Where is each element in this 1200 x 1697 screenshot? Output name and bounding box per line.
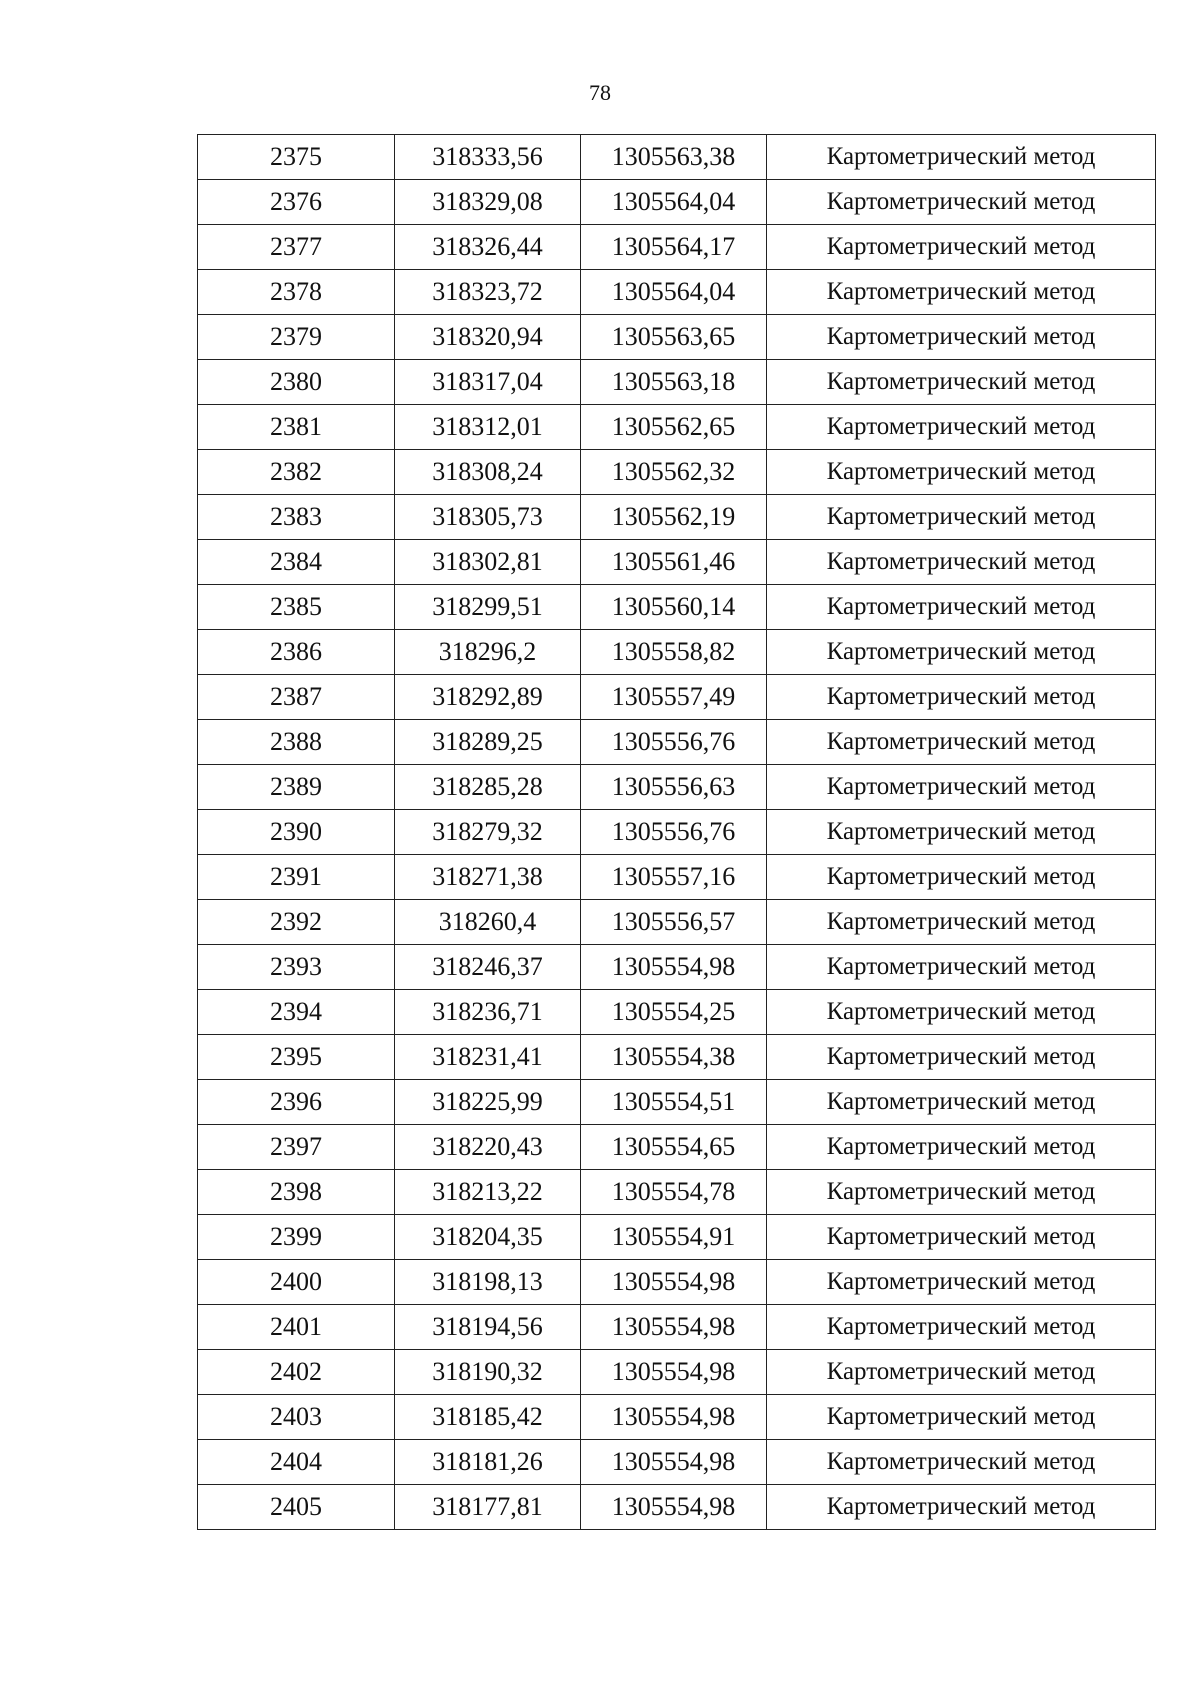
x-coordinate-cell: 318220,43 bbox=[395, 1125, 581, 1170]
x-coordinate-cell: 318185,42 bbox=[395, 1395, 581, 1440]
method-cell: Картометрический метод bbox=[767, 900, 1156, 945]
point-number-cell: 2403 bbox=[198, 1395, 395, 1440]
y-coordinate-cell: 1305560,14 bbox=[581, 585, 767, 630]
method-cell: Картометрический метод bbox=[767, 630, 1156, 675]
y-coordinate-cell: 1305556,76 bbox=[581, 720, 767, 765]
method-cell: Картометрический метод bbox=[767, 1305, 1156, 1350]
x-coordinate-cell: 318246,37 bbox=[395, 945, 581, 990]
y-coordinate-cell: 1305564,04 bbox=[581, 270, 767, 315]
point-number-cell: 2375 bbox=[198, 135, 395, 180]
x-coordinate-cell: 318329,08 bbox=[395, 180, 581, 225]
table-row bbox=[198, 135, 1156, 180]
table-body bbox=[198, 135, 1156, 1530]
x-coordinate-cell: 318198,13 bbox=[395, 1260, 581, 1305]
x-coordinate-cell: 318204,35 bbox=[395, 1215, 581, 1260]
y-coordinate-cell: 1305554,38 bbox=[581, 1035, 767, 1080]
y-coordinate-cell: 1305554,78 bbox=[581, 1170, 767, 1215]
point-number-cell: 2402 bbox=[198, 1350, 395, 1395]
table-row bbox=[198, 180, 1156, 225]
y-coordinate-cell: 1305554,51 bbox=[581, 1080, 767, 1125]
point-number-cell: 2398 bbox=[198, 1170, 395, 1215]
table-row bbox=[198, 630, 1156, 675]
x-coordinate-cell: 318317,04 bbox=[395, 360, 581, 405]
y-coordinate-cell: 1305562,19 bbox=[581, 495, 767, 540]
table-row bbox=[198, 495, 1156, 540]
table-row bbox=[198, 810, 1156, 855]
method-cell: Картометрический метод bbox=[767, 765, 1156, 810]
table-row bbox=[198, 360, 1156, 405]
y-coordinate-cell: 1305563,18 bbox=[581, 360, 767, 405]
y-coordinate-cell: 1305554,65 bbox=[581, 1125, 767, 1170]
point-number-cell: 2387 bbox=[198, 675, 395, 720]
table-row bbox=[198, 450, 1156, 495]
x-coordinate-cell: 318231,41 bbox=[395, 1035, 581, 1080]
method-cell: Картометрический метод bbox=[767, 1350, 1156, 1395]
point-number-cell: 2383 bbox=[198, 495, 395, 540]
y-coordinate-cell: 1305558,82 bbox=[581, 630, 767, 675]
table-row bbox=[198, 1035, 1156, 1080]
y-coordinate-cell: 1305554,98 bbox=[581, 1305, 767, 1350]
point-number-cell: 2379 bbox=[198, 315, 395, 360]
point-number-cell: 2382 bbox=[198, 450, 395, 495]
table-row bbox=[198, 1260, 1156, 1305]
table-row bbox=[198, 270, 1156, 315]
y-coordinate-cell: 1305554,98 bbox=[581, 1260, 767, 1305]
point-number-cell: 2394 bbox=[198, 990, 395, 1035]
table-row bbox=[198, 1350, 1156, 1395]
table-row bbox=[198, 585, 1156, 630]
y-coordinate-cell: 1305563,38 bbox=[581, 135, 767, 180]
y-coordinate-cell: 1305557,16 bbox=[581, 855, 767, 900]
table-row bbox=[198, 540, 1156, 585]
method-cell: Картометрический метод bbox=[767, 810, 1156, 855]
y-coordinate-cell: 1305554,25 bbox=[581, 990, 767, 1035]
x-coordinate-cell: 318302,81 bbox=[395, 540, 581, 585]
method-cell: Картометрический метод bbox=[767, 450, 1156, 495]
x-coordinate-cell: 318177,81 bbox=[395, 1485, 581, 1530]
method-cell: Картометрический метод bbox=[767, 945, 1156, 990]
y-coordinate-cell: 1305556,76 bbox=[581, 810, 767, 855]
y-coordinate-cell: 1305562,32 bbox=[581, 450, 767, 495]
table-row bbox=[198, 1125, 1156, 1170]
y-coordinate-cell: 1305554,98 bbox=[581, 1395, 767, 1440]
point-number-cell: 2396 bbox=[198, 1080, 395, 1125]
point-number-cell: 2377 bbox=[198, 225, 395, 270]
x-coordinate-cell: 318213,22 bbox=[395, 1170, 581, 1215]
point-number-cell: 2381 bbox=[198, 405, 395, 450]
x-coordinate-cell: 318333,56 bbox=[395, 135, 581, 180]
x-coordinate-cell: 318296,2 bbox=[395, 630, 581, 675]
y-coordinate-cell: 1305554,98 bbox=[581, 1350, 767, 1395]
y-coordinate-cell: 1305554,98 bbox=[581, 1440, 767, 1485]
method-cell: Картометрический метод bbox=[767, 1125, 1156, 1170]
method-cell: Картометрический метод bbox=[767, 1440, 1156, 1485]
y-coordinate-cell: 1305563,65 bbox=[581, 315, 767, 360]
method-cell: Картометрический метод bbox=[767, 1215, 1156, 1260]
table-row bbox=[198, 1170, 1156, 1215]
table-row bbox=[198, 225, 1156, 270]
point-number-cell: 2404 bbox=[198, 1440, 395, 1485]
y-coordinate-cell: 1305562,65 bbox=[581, 405, 767, 450]
method-cell: Картометрический метод bbox=[767, 1485, 1156, 1530]
table-row bbox=[198, 855, 1156, 900]
method-cell: Картометрический метод bbox=[767, 225, 1156, 270]
table-row bbox=[198, 990, 1156, 1035]
point-number-cell: 2388 bbox=[198, 720, 395, 765]
table-row bbox=[198, 405, 1156, 450]
table-row bbox=[198, 1395, 1156, 1440]
x-coordinate-cell: 318279,32 bbox=[395, 810, 581, 855]
point-number-cell: 2401 bbox=[198, 1305, 395, 1350]
y-coordinate-cell: 1305554,98 bbox=[581, 1485, 767, 1530]
x-coordinate-cell: 318190,32 bbox=[395, 1350, 581, 1395]
method-cell: Картометрический метод bbox=[767, 1035, 1156, 1080]
point-number-cell: 2378 bbox=[198, 270, 395, 315]
method-cell: Картометрический метод bbox=[767, 990, 1156, 1035]
point-number-cell: 2384 bbox=[198, 540, 395, 585]
x-coordinate-cell: 318292,89 bbox=[395, 675, 581, 720]
y-coordinate-cell: 1305564,17 bbox=[581, 225, 767, 270]
method-cell: Картометрический метод bbox=[767, 495, 1156, 540]
x-coordinate-cell: 318323,72 bbox=[395, 270, 581, 315]
method-cell: Картометрический метод bbox=[767, 270, 1156, 315]
method-cell: Картометрический метод bbox=[767, 315, 1156, 360]
x-coordinate-cell: 318260,4 bbox=[395, 900, 581, 945]
method-cell: Картометрический метод bbox=[767, 540, 1156, 585]
method-cell: Картометрический метод bbox=[767, 1080, 1156, 1125]
point-number-cell: 2397 bbox=[198, 1125, 395, 1170]
y-coordinate-cell: 1305564,04 bbox=[581, 180, 767, 225]
point-number-cell: 2385 bbox=[198, 585, 395, 630]
method-cell: Картометрический метод bbox=[767, 855, 1156, 900]
y-coordinate-cell: 1305554,98 bbox=[581, 945, 767, 990]
method-cell: Картометрический метод bbox=[767, 135, 1156, 180]
table-row bbox=[198, 675, 1156, 720]
method-cell: Картометрический метод bbox=[767, 675, 1156, 720]
table-row bbox=[198, 900, 1156, 945]
point-number-cell: 2400 bbox=[198, 1260, 395, 1305]
x-coordinate-cell: 318299,51 bbox=[395, 585, 581, 630]
table-row bbox=[198, 1215, 1156, 1260]
x-coordinate-cell: 318305,73 bbox=[395, 495, 581, 540]
method-cell: Картометрический метод bbox=[767, 1170, 1156, 1215]
method-cell: Картометрический метод bbox=[767, 180, 1156, 225]
point-number-cell: 2390 bbox=[198, 810, 395, 855]
point-number-cell: 2376 bbox=[198, 180, 395, 225]
point-number-cell: 2399 bbox=[198, 1215, 395, 1260]
table-row bbox=[198, 1485, 1156, 1530]
page-number: 78 bbox=[589, 80, 611, 105]
table-row bbox=[198, 720, 1156, 765]
x-coordinate-cell: 318289,25 bbox=[395, 720, 581, 765]
point-number-cell: 2405 bbox=[198, 1485, 395, 1530]
table-row bbox=[198, 945, 1156, 990]
point-number-cell: 2392 bbox=[198, 900, 395, 945]
x-coordinate-cell: 318225,99 bbox=[395, 1080, 581, 1125]
x-coordinate-cell: 318285,28 bbox=[395, 765, 581, 810]
point-number-cell: 2380 bbox=[198, 360, 395, 405]
x-coordinate-cell: 318181,26 bbox=[395, 1440, 581, 1485]
x-coordinate-cell: 318326,44 bbox=[395, 225, 581, 270]
point-number-cell: 2389 bbox=[198, 765, 395, 810]
point-number-cell: 2393 bbox=[198, 945, 395, 990]
y-coordinate-cell: 1305557,49 bbox=[581, 675, 767, 720]
point-number-cell: 2391 bbox=[198, 855, 395, 900]
table-row bbox=[198, 1305, 1156, 1350]
method-cell: Картометрический метод bbox=[767, 405, 1156, 450]
method-cell: Картометрический метод bbox=[767, 1395, 1156, 1440]
x-coordinate-cell: 318320,94 bbox=[395, 315, 581, 360]
point-number-cell: 2386 bbox=[198, 630, 395, 675]
x-coordinate-cell: 318312,01 bbox=[395, 405, 581, 450]
method-cell: Картометрический метод bbox=[767, 360, 1156, 405]
y-coordinate-cell: 1305561,46 bbox=[581, 540, 767, 585]
point-number-cell: 2395 bbox=[198, 1035, 395, 1080]
table-row bbox=[198, 1080, 1156, 1125]
method-cell: Картометрический метод bbox=[767, 1260, 1156, 1305]
y-coordinate-cell: 1305556,57 bbox=[581, 900, 767, 945]
coordinates-table bbox=[197, 134, 1156, 1530]
y-coordinate-cell: 1305554,91 bbox=[581, 1215, 767, 1260]
method-cell: Картометрический метод bbox=[767, 585, 1156, 630]
y-coordinate-cell: 1305556,63 bbox=[581, 765, 767, 810]
table-row bbox=[198, 765, 1156, 810]
x-coordinate-cell: 318236,71 bbox=[395, 990, 581, 1035]
method-cell: Картометрический метод bbox=[767, 720, 1156, 765]
x-coordinate-cell: 318308,24 bbox=[395, 450, 581, 495]
x-coordinate-cell: 318271,38 bbox=[395, 855, 581, 900]
table-row bbox=[198, 1440, 1156, 1485]
table-row bbox=[198, 315, 1156, 360]
x-coordinate-cell: 318194,56 bbox=[395, 1305, 581, 1350]
